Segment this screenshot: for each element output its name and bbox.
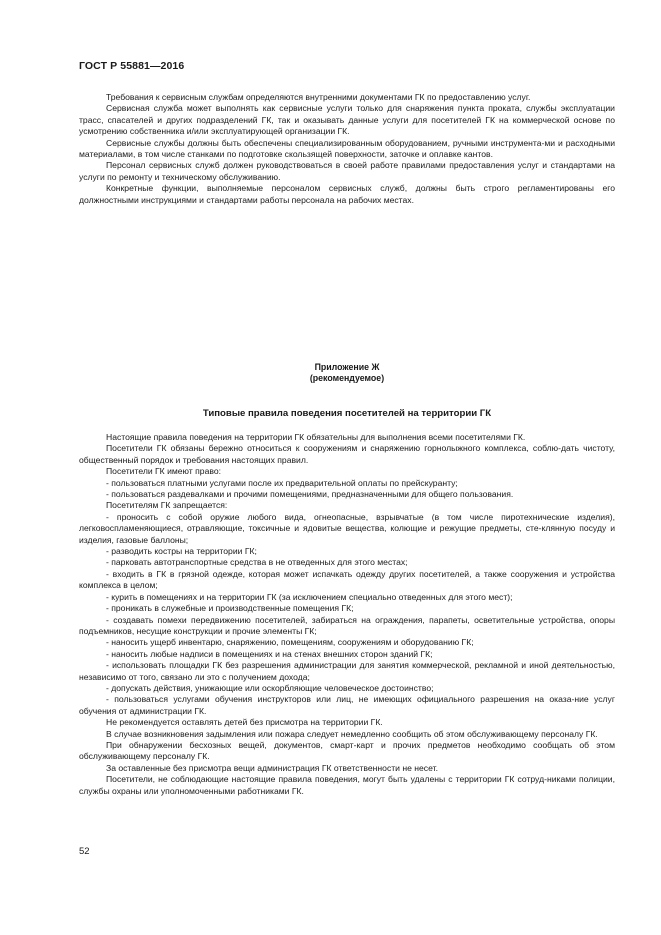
paragraph: Персонал сервисных служб должен руководствоваться в своей работе правилами предоставления услуг и стандартами на услуги по ремонту и техническому обслуживанию. xyxy=(79,160,615,182)
list-item: - пользоваться платными услугами после их предварительной оплаты по прейскуранту; xyxy=(106,477,458,488)
list-item: - создавать помехи передвижению посетителей, забираться на ограждения, парапеты, осветительные устройства, опоры подъемников, несущие конструкции и прочие элементы ГК; xyxy=(79,614,615,636)
paragraph: Не рекомендуется оставлять детей без присмотра на территории ГК. xyxy=(106,717,383,728)
section-title: Типовые правила поведения посетителей на территории ГК xyxy=(202,408,492,419)
paragraph: Сервисные службы должны быть обеспечены специализированным оборудованием, ручными инструмента-ми и расходными материалами, в том числе станками по подготовке скользящей поверхности, заточке и оплавке кантов. xyxy=(79,137,615,160)
paragraph: Сервисная служба может выполнять как сервисные услуги только для снаряжения пункта проката, службы эксплуатации трасс, спасателей и других подразделений ГК, так и оказывать данные услуги для посетителей ГК на коммерческой основе по усмотрению собственника и/или эксплуатирующей организации ГК. xyxy=(79,103,615,137)
list-item: - использовать площадки ГК без разрешения администрации для занятия коммерческой, рекламной и иной деятельностью, независимо от того, связано ли это с получением дохода; xyxy=(79,660,615,682)
paragraph: Настоящие правила поведения на территории ГК обязательны для выполнения всеми посетителями ГК. xyxy=(106,432,526,442)
appendix-status: (рекомендуемое) xyxy=(309,373,385,384)
paragraph: При обнаружении бесхозных вещей, документов, смарт-карт и прочих предметов необходимо сообщать об этом обслуживающему персоналу ГК. xyxy=(79,739,615,762)
list-item: - пользоваться услугами обучения инструкторов или лиц, не имеющих официального разрешения на оказа-ние услуг обучения от администрации ГК. xyxy=(79,694,615,716)
paragraph: В случае возникновения задымления или пожара следует немедленно сообщить об этом обслуживающему персоналу ГК. xyxy=(106,728,598,739)
paragraph: Конкретные функции, выполняемые персоналом сервисных служб, должны быть строго регламентированы его должностными инструкциями и стандартами работы персонала на рабочих местах. xyxy=(79,183,615,205)
page-number: 52 xyxy=(79,846,90,857)
paragraph: Посетители ГК обязаны бережно относиться к сооружениям и снаряжению горнолыжного комплекса, соблю-дать чистоту, общественный порядок и требования настоящих правил. xyxy=(79,443,615,465)
list-item: - входить в ГК в грязной одежде, которая может испачкать одежду других посетителей, а также сооружения и устройства комплекса в целом; xyxy=(79,568,615,591)
intro-section xyxy=(79,92,615,206)
list-item: - парковать автотранспортные средства в не отведенных для этого местах; xyxy=(106,557,408,568)
paragraph: Посетителям ГК запрещается: xyxy=(106,500,228,511)
list-item: - проникать в служебные и производственные помещения ГК; xyxy=(106,603,354,614)
paragraph: За оставленные без присмотра вещи администрация ГК ответственности не несет. xyxy=(106,762,438,773)
list-item: - пользоваться раздевалками и прочими помещениями, предназначенными для общего пользования. xyxy=(106,489,514,500)
list-item: - наносить ущерб инвентарю, снаряжению, помещениям, сооружениям и оборудованию ГК; xyxy=(106,637,474,648)
list-item: - наносить любые надписи в помещениях и на стенах внешних сторон зданий ГК; xyxy=(106,648,433,659)
paragraph: Посетители ГК имеют право: xyxy=(106,466,221,477)
appendix-heading xyxy=(79,362,615,385)
list-item: - курить в помещениях и на территории ГК (за исключением специально отведенных для этого мест); xyxy=(106,591,513,602)
standard-header: ГОСТ Р 55881—2016 xyxy=(79,60,185,72)
paragraph: Требования к сервисным службам определяются внутренними документами ГК по предоставлению услуг. xyxy=(106,92,531,102)
paragraph: Посетители, не соблюдающие настоящие правила поведения, могут быть удалены с территории ГК сотруд-никами полиции, службы охраны или уполномоченными работниками ГК. xyxy=(79,774,615,796)
list-item: - разводить костры на территории ГК; xyxy=(106,546,257,557)
list-item: - проносить с собой оружие любого вида, огнеопасные, взрывчатые (в том числе пиротехнические изделия), легковоспламеняющиеся, отравляющие, токсичные и ядовитые вещества, колющие и режущие предметы, сте-клянную посуду и изделия, газовые баллоны; xyxy=(79,511,615,545)
appendix-name: Приложение Ж xyxy=(314,362,380,372)
rules-section xyxy=(79,432,615,797)
list-item: - допускать действия, унижающие или оскорбляющие человеческое достоинство; xyxy=(106,682,434,693)
